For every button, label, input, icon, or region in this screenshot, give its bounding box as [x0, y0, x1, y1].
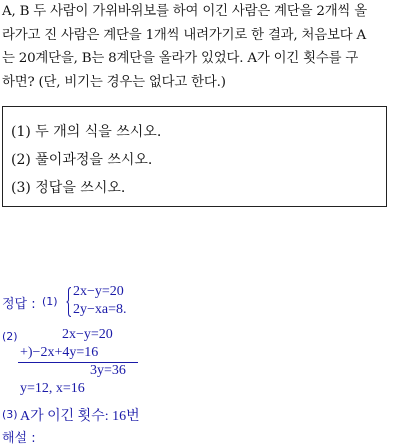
- part1-number: (1): [42, 295, 58, 308]
- calc-line-4: y=12, x=16: [20, 381, 85, 396]
- part3-number: (3): [2, 408, 18, 421]
- instruction-item: (3) 정답을 쓰시오.: [11, 180, 126, 196]
- part2-number: (2): [2, 330, 18, 343]
- problem-line: 하면? (단, 비기는 경우는 없다고 한다.): [2, 74, 226, 90]
- instruction-item: (1) 두 개의 식을 쓰시오.: [11, 124, 162, 140]
- calc-line-1: 2x−y=20: [62, 327, 113, 342]
- calc-line-2: +)−2x+4y=16: [20, 345, 99, 360]
- left-brace-icon: [66, 287, 71, 317]
- system-equation-1: 2x−y=20: [73, 284, 124, 299]
- problem-line: 라가고 진 사람은 계단을 1개씩 내려가기로 한 결과, 처음보다 A: [2, 27, 367, 43]
- answer-label: 정답 :: [2, 297, 36, 312]
- system-equation-2: 2y−xa=8.: [73, 302, 127, 317]
- calc-line-3: 3y=36: [90, 363, 126, 378]
- instruction-box: [2, 106, 387, 207]
- problem-line: A, B 두 사람이 가위바위보를 하여 이긴 사람은 계단을 2개씩 올: [2, 4, 367, 19]
- explanation-label: 해설 :: [2, 431, 36, 446]
- problem-text: [2, 0, 398, 94]
- instruction-item: (2) 풀이과정을 쓰시오.: [11, 152, 153, 168]
- final-answer: A가 이긴 횟수: 16번: [20, 409, 140, 424]
- problem-line: 는 20계단을, B는 8계단을 올라가 있었다. A가 이긴 횟수를 구: [2, 51, 359, 66]
